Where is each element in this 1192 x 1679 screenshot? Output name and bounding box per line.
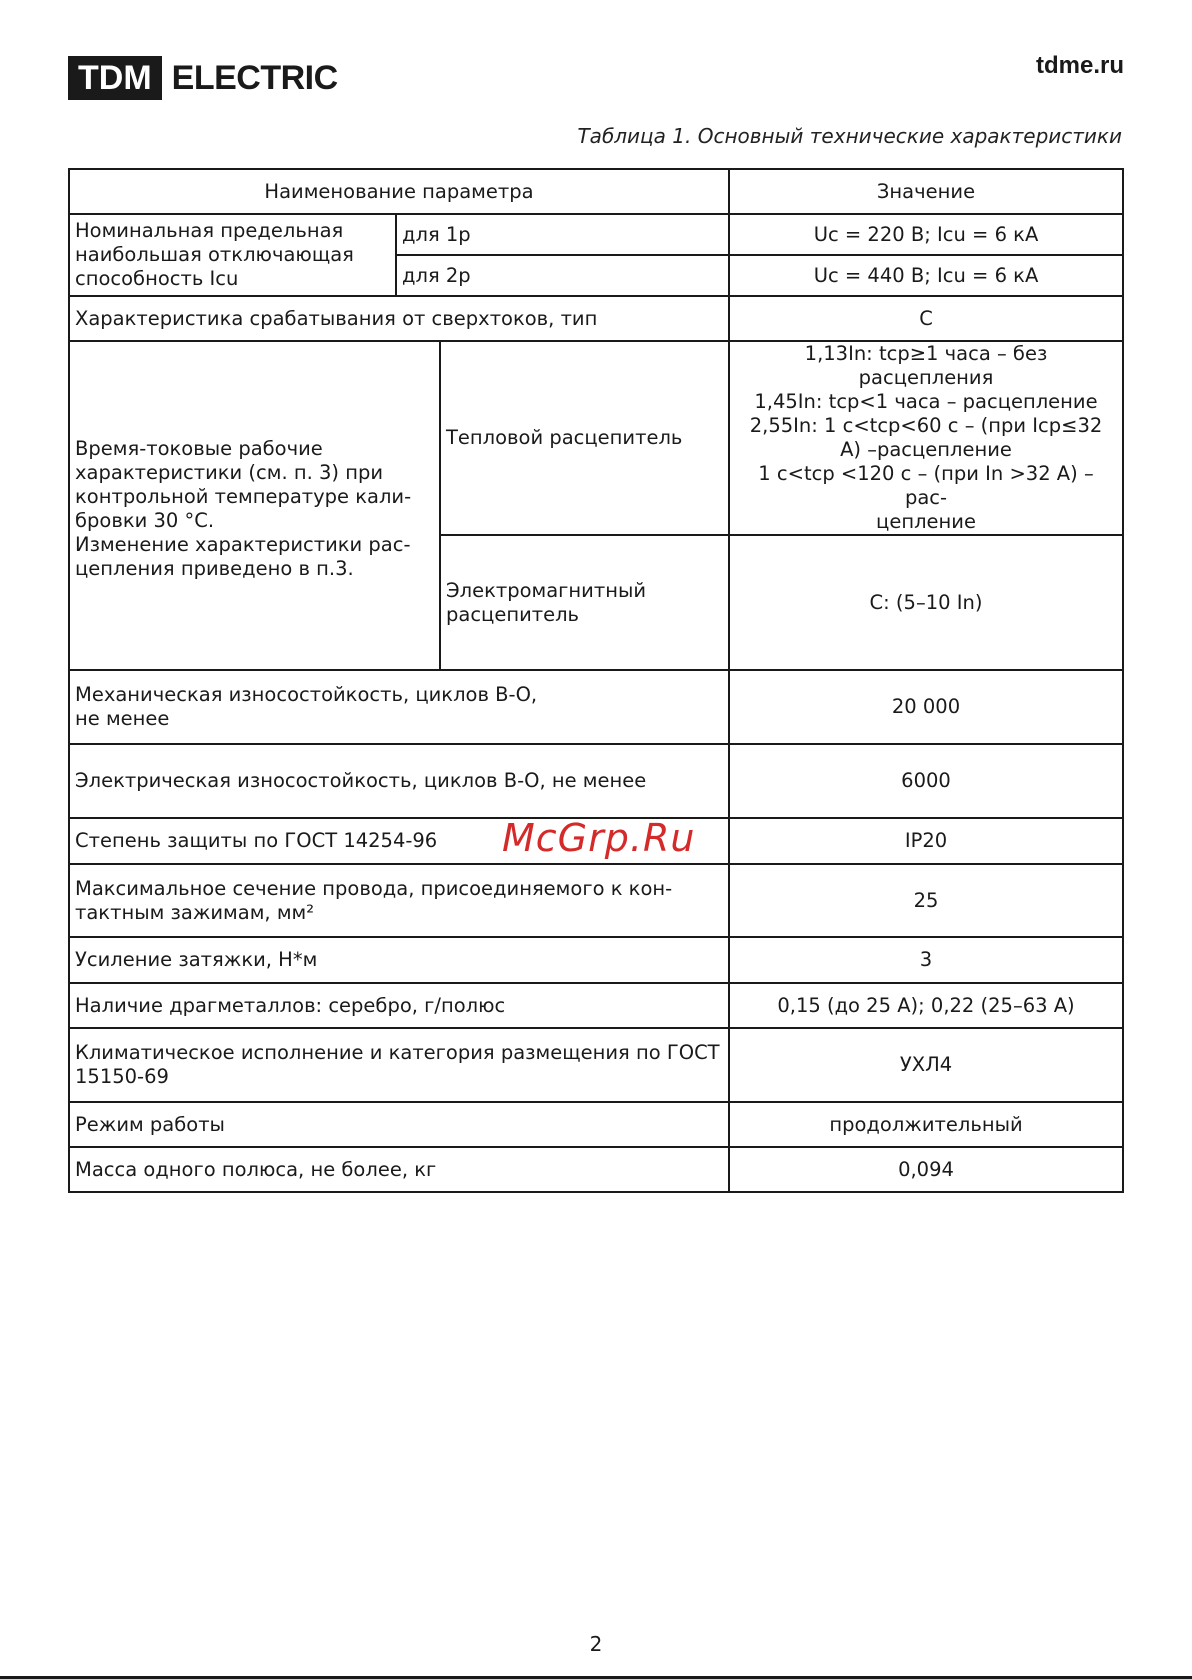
- wire-section-value: 25: [729, 864, 1123, 937]
- trip-char-label: Характеристика срабатывания от сверхтоков, тип: [69, 296, 729, 341]
- table-row: [69, 983, 1123, 1028]
- table-row: [69, 1102, 1123, 1147]
- watermark: McGrp.Ru: [502, 816, 696, 860]
- mech-endurance-label: Механическая износостойкость, циклов В-О, не менее: [69, 670, 729, 744]
- site-url[interactable]: tdme.ru: [1035, 52, 1124, 79]
- magnetic-release-label: Электромагнитный расцепитель: [440, 535, 729, 670]
- table-row: [69, 214, 1123, 255]
- table-row: [69, 296, 1123, 341]
- elec-endurance-value: 6000: [729, 744, 1123, 818]
- wire-section-label: Максимальное сечение провода, присоединяемого к кон- тактным зажимам, мм²: [69, 864, 729, 937]
- pole-mass-value: 0,094: [729, 1147, 1123, 1192]
- climate-label: Климатическое исполнение и категория размещения по ГОСТ 15150-69: [69, 1028, 729, 1102]
- climate-value: УХЛ4: [729, 1028, 1123, 1102]
- header-param: Наименование параметра: [69, 169, 729, 214]
- protection-degree-value: IP20: [729, 818, 1123, 864]
- brand-logo: [68, 56, 338, 100]
- table-row: [69, 744, 1123, 818]
- page-number: 2: [589, 1632, 603, 1656]
- table-caption: Таблица 1. Основный технические характеристики: [577, 124, 1122, 148]
- table-row: [69, 864, 1123, 937]
- mech-endurance-value: 20 000: [729, 670, 1123, 744]
- pole-mass-label: Масса одного полюса, не более, кг: [69, 1147, 729, 1192]
- table-row: [69, 1147, 1123, 1192]
- table-row: [69, 670, 1123, 744]
- breaking-capacity-label: Номинальная предельная наибольшая отключающая способность Icu: [69, 214, 396, 296]
- magnetic-release-value: С: (5–10 In): [729, 535, 1123, 670]
- mode-value: продолжительный: [729, 1102, 1123, 1147]
- pole-2p: для 2р: [396, 255, 729, 296]
- logo-word: ELECTRIC: [171, 58, 338, 97]
- table-header-row: [69, 169, 1123, 214]
- torque-value: 3: [729, 937, 1123, 983]
- trip-char-value: С: [729, 296, 1123, 341]
- table-row: [69, 341, 1123, 535]
- spec-table: [68, 168, 1124, 1193]
- time-current-label: Время-токовые рабочие характеристики (см. п. 3) при контрольной температуре кали- бровки 30 °С. Изменение характеристики рас- цепления приведено в п.3.: [69, 341, 440, 670]
- elec-endurance-label: Электрическая износостойкость, циклов В-О, не менее: [69, 744, 729, 818]
- torque-label: Усиление затяжки, Н*м: [69, 937, 729, 983]
- logo-box: TDM: [68, 56, 162, 100]
- table-row: [69, 937, 1123, 983]
- pole-1p: для 1р: [396, 214, 729, 255]
- mode-label: Режим работы: [69, 1102, 729, 1147]
- header-value: Значение: [729, 169, 1123, 214]
- value-2p: Uc = 440 В; Icu = 6 кА: [729, 255, 1123, 296]
- table-row: [69, 1028, 1123, 1102]
- value-1p: Uc = 220 В; Icu = 6 кА: [729, 214, 1123, 255]
- protection-degree-label: Степень защиты по ГОСТ 14254-96: [69, 818, 729, 864]
- precious-metals-value: 0,15 (до 25 А); 0,22 (25–63 А): [729, 983, 1123, 1028]
- precious-metals-label: Наличие драгметаллов: серебро, г/полюс: [69, 983, 729, 1028]
- thermal-release-value: 1,13In: tср≥1 часа – без расцепления 1,45In: tср<1 часа – расцепление 2,55In: 1 с<tср<60 с – (при Iср≤32 А) –расцепление 1 с<tср <120 с – (при In >32 А) – рас- цепление: [729, 341, 1123, 535]
- thermal-release-label: Тепловой расцепитель: [440, 341, 729, 535]
